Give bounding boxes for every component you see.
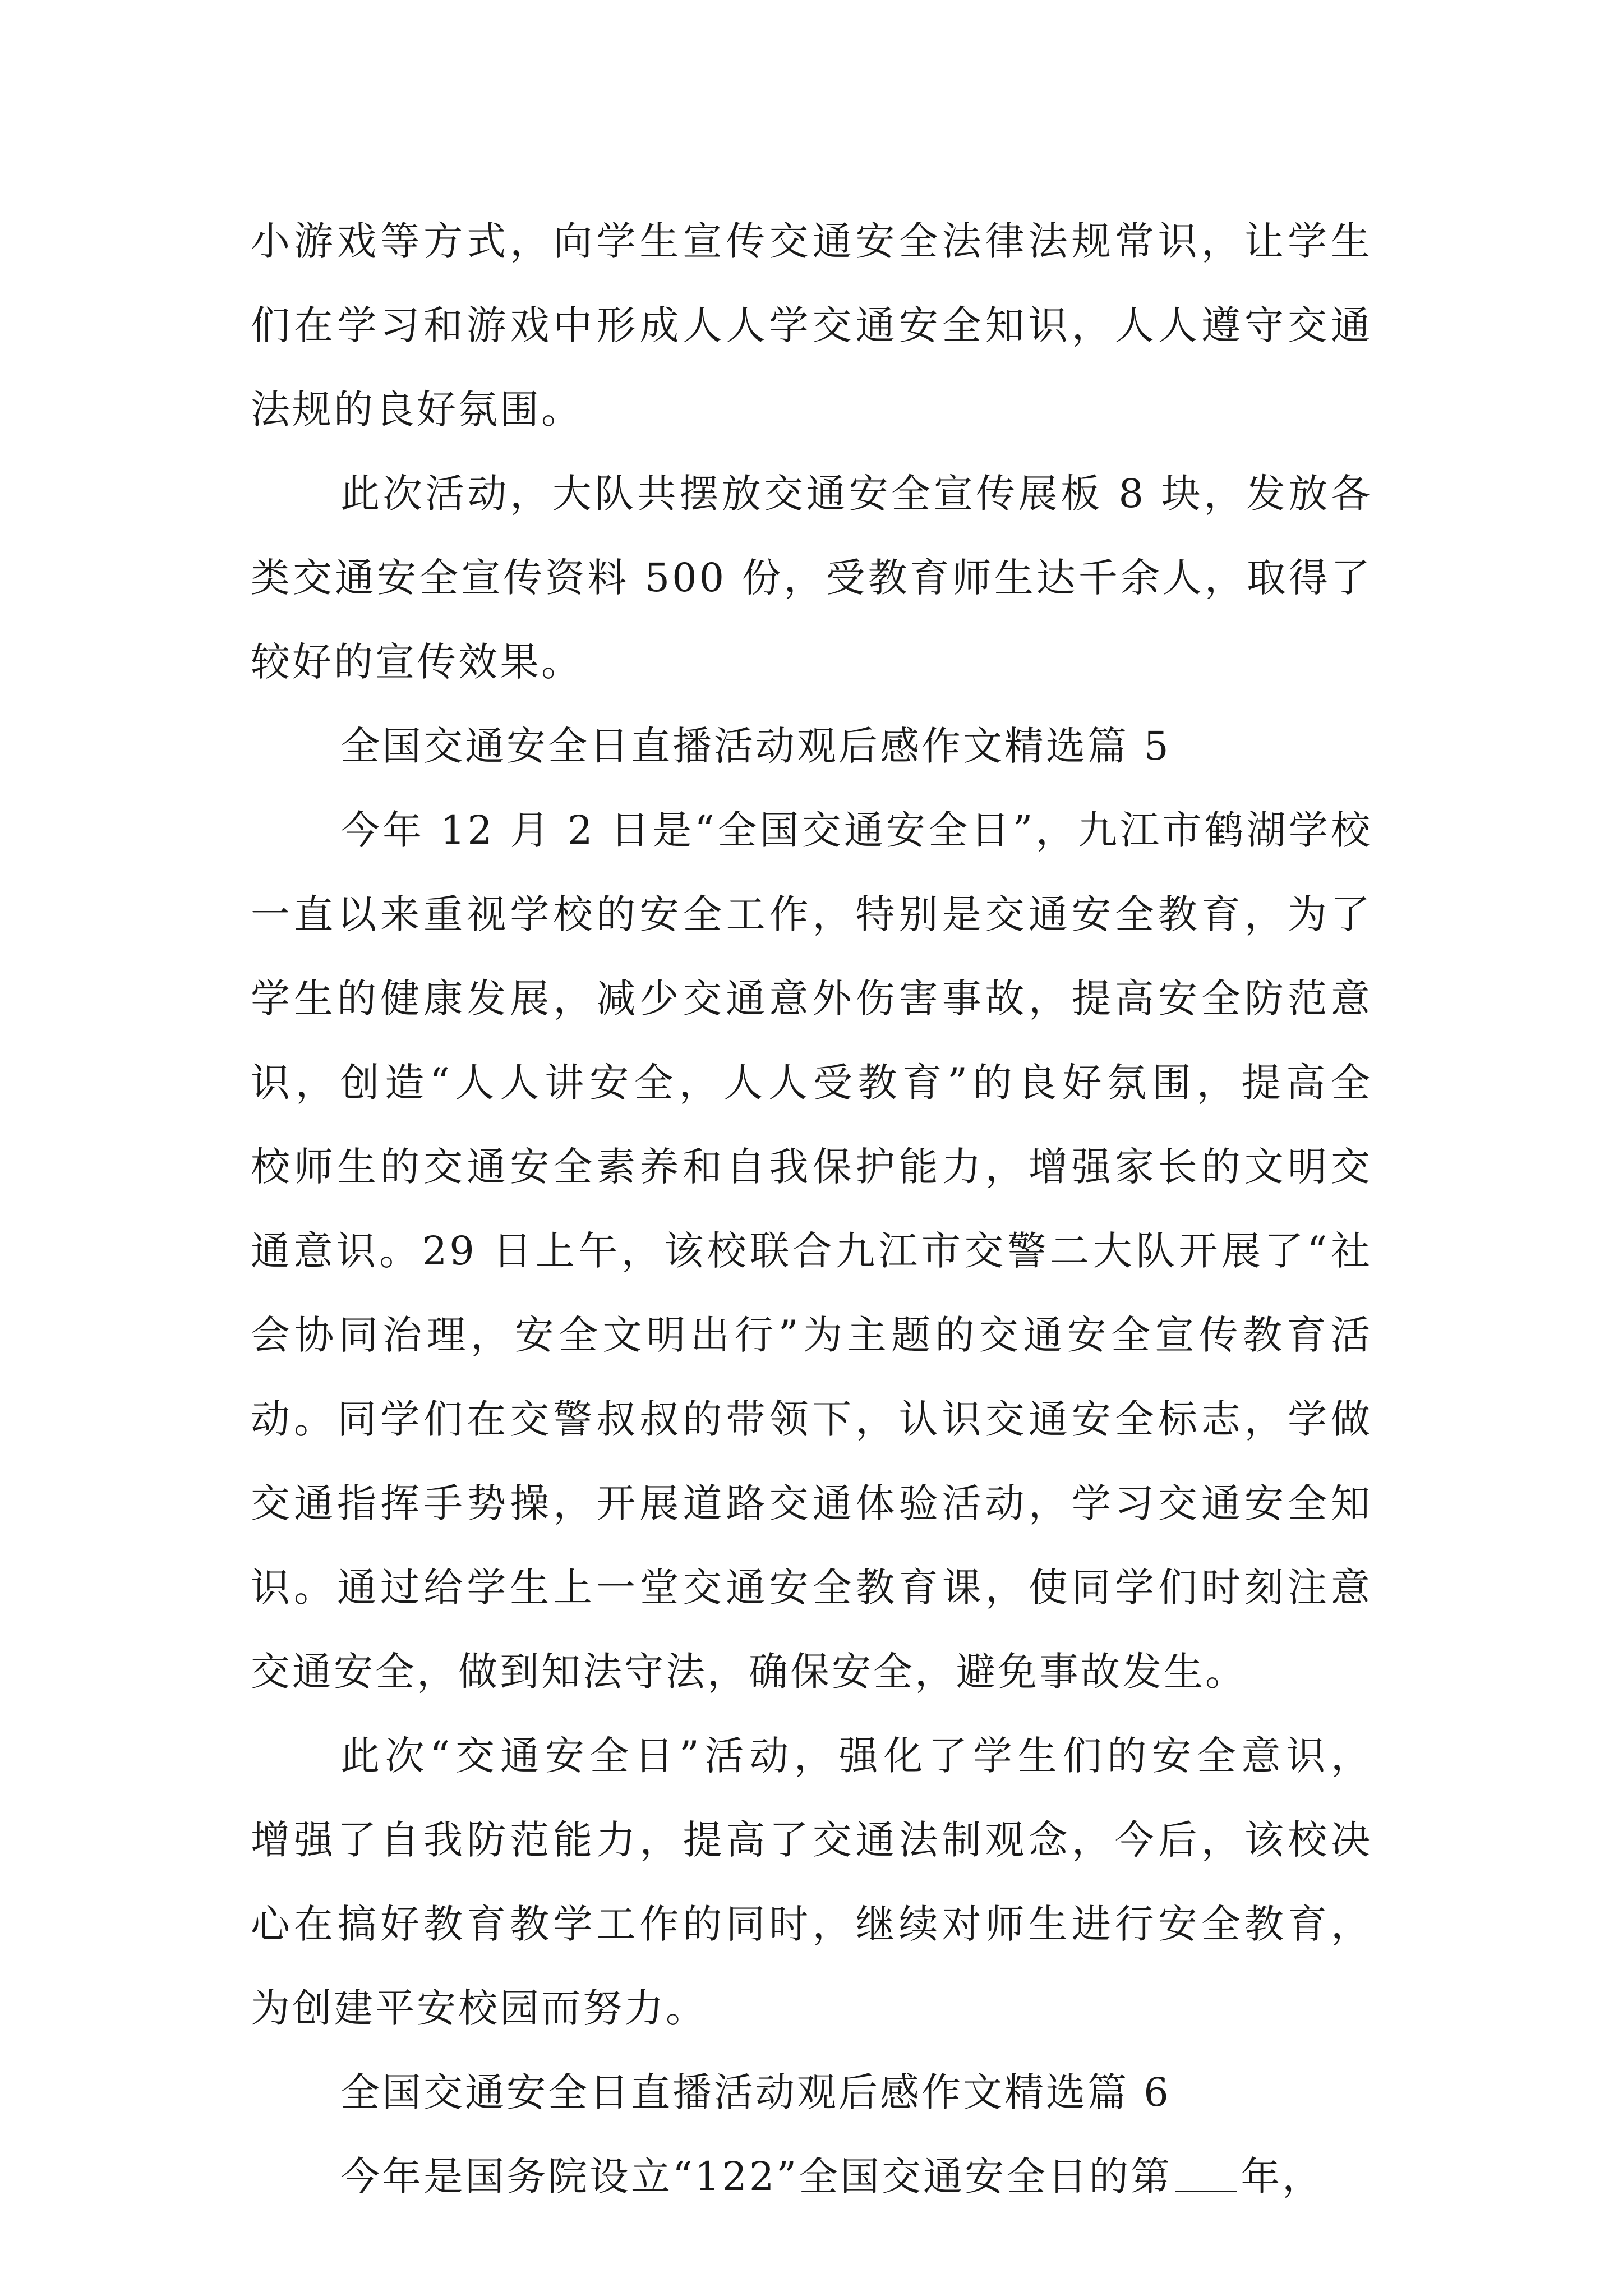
- text-line: 交通指挥手势操，开展道路交通体验活动，学习交通安全知: [251, 1480, 1372, 1526]
- text-line: 一直以来重视学校的安全工作，特别是交通安全教育，为了: [251, 891, 1372, 937]
- text-line: 动。同学们在交警叔叔的带领下，认识交通安全标志，学做: [251, 1396, 1372, 1442]
- text-line: 增强了自我防范能力，提高了交通法制观念，今后，该校决: [251, 1817, 1372, 1863]
- text-line: 学生的健康发展，减少交通意外伤害事故，提高安全防范意: [251, 976, 1372, 1022]
- text-line: 此次“交通安全日”活动，强化了学生们的安全意识，: [340, 1733, 1372, 1779]
- heading-text: 全国交通安全日直播活动观后感作文精选篇 6: [340, 2069, 1171, 2115]
- paragraph: [251, 199, 1372, 452]
- text-line: 们在学习和游戏中形成人人学交通安全知识，人人遵守交通: [251, 302, 1372, 348]
- text-line: 会协同治理，安全文明出行”为主题的交通安全宣传教育活: [251, 1312, 1372, 1358]
- text-line: 此次活动，大队共摆放交通安全宣传展板 8 块，发放各: [340, 471, 1372, 517]
- text-line: 识，创造“人人讲安全，人人受教育”的良好氛围，提高全: [251, 1060, 1372, 1106]
- text-line: 为创建平安校园而努力。: [251, 1985, 707, 2031]
- document-body: [251, 199, 1372, 2219]
- section-heading: [251, 2050, 1372, 2134]
- text-line: 心在搞好教育教学工作的同时，继续对师生进行安全教育，: [251, 1901, 1372, 1947]
- text-line: 识。通过给学生上一堂交通安全教育课，使同学们时刻注意: [251, 1565, 1372, 1611]
- text-line: 校师生的交通安全素养和自我保护能力，增强家长的文明交: [251, 1144, 1372, 1190]
- text-before-blank: 今年是国务院设立“122”全国交通安全日的第: [340, 2154, 1173, 2200]
- text-line: 类交通安全宣传资料 500 份，受教育师生达千余人，取得了: [251, 555, 1372, 601]
- text-line: 通意识。29 日上午，该校联合九江市交警二大队开展了“社: [251, 1228, 1372, 1274]
- fill-in-blank: [1175, 2188, 1237, 2192]
- text-line: 法规的良好氛围。: [251, 386, 583, 432]
- text-line: 小游戏等方式，向学生宣传交通安全法律法规常识，让学生: [251, 218, 1372, 264]
- text-after-blank: 年，: [1241, 2154, 1324, 2200]
- text-line: 交通安全，做到知法守法，确保安全，避免事故发生。: [251, 1649, 1247, 1695]
- text-line: [251, 2134, 1372, 2219]
- heading-text: 全国交通安全日直播活动观后感作文精选篇 5: [340, 723, 1171, 769]
- paragraph: [251, 452, 1372, 704]
- text-line: 今年 12 月 2 日是“全国交通安全日”，九江市鹤湖学校: [340, 807, 1372, 853]
- paragraph: [251, 2134, 1372, 2219]
- paragraph: [251, 1714, 1372, 2050]
- text-line: 较好的宣传效果。: [251, 639, 583, 685]
- paragraph: [251, 788, 1372, 1714]
- section-heading: [251, 704, 1372, 788]
